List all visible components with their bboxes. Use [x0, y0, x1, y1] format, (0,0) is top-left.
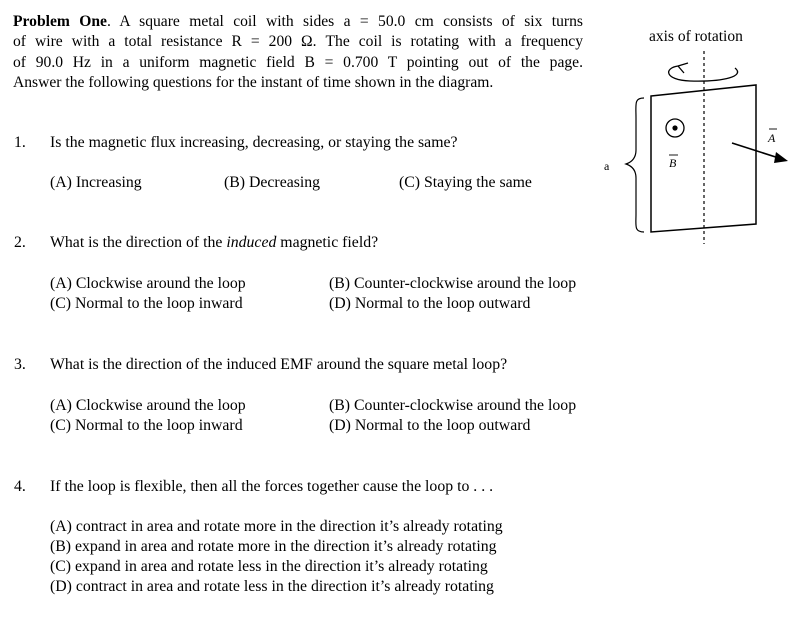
question-3-text: What is the direction of the induced EMF around the square metal loop? — [50, 356, 508, 373]
q3-option-c[interactable]: (C) Normal to the loop inward — [50, 417, 243, 434]
q4-option-a[interactable]: (A) contract in area and rotate more in the direction it’s already rotating — [50, 518, 503, 535]
question-2-number: 2. — [14, 234, 26, 251]
problem-intro — [13, 12, 583, 93]
q2-option-c[interactable]: (C) Normal to the loop inward — [50, 295, 243, 312]
q1-option-c[interactable]: (C) Staying the same — [399, 174, 532, 191]
question-4-text: If the loop is flexible, then all the forces together cause the loop to . . . — [50, 478, 494, 495]
question-3-number: 3. — [14, 356, 26, 373]
field-label: B — [669, 156, 677, 170]
question-2-text: What is the direction of the induced magnetic field? — [50, 234, 379, 251]
intro-line-2: of wire with a total resistance R = 200 Ω. The coil is rotating with a frequency — [13, 33, 583, 51]
q3-option-b[interactable]: (B) Counter-clockwise around the loop — [329, 397, 577, 414]
side-length-label: a — [604, 159, 610, 173]
rotation-arrowhead-icon — [678, 63, 688, 73]
q4-option-d[interactable]: (D) contract in area and rotate less in the direction it’s already rotating — [50, 578, 494, 595]
q1-option-b[interactable]: (B) Decreasing — [224, 174, 321, 191]
rotating-coil-diagram — [580, 18, 796, 248]
q2-option-d[interactable]: (D) Normal to the loop outward — [329, 295, 531, 312]
q4-option-b[interactable]: (B) expand in area and rotate more in the direction it’s already rotating — [50, 538, 497, 555]
rotation-arrow-icon — [669, 66, 738, 81]
question-1-number: 1. — [14, 134, 26, 151]
area-label: A — [768, 131, 776, 145]
q2-option-b[interactable]: (B) Counter-clockwise around the loop — [329, 275, 577, 292]
induced-emphasis: induced — [226, 234, 277, 251]
side-length-brace — [626, 98, 644, 232]
q4-option-c[interactable]: (C) expand in area and rotate less in the direction it’s already rotating — [50, 558, 488, 575]
intro-line-3: of 90.0 Hz in a uniform magnetic field B = 0.700 T pointing out of the page. — [13, 53, 583, 71]
q2-option-a[interactable]: (A) Clockwise around the loop — [50, 275, 246, 292]
q1-option-a[interactable]: (A) Increasing — [50, 174, 142, 191]
q3-option-a[interactable]: (A) Clockwise around the loop — [50, 397, 246, 414]
question-1-text: Is the magnetic flux increasing, decreasing, or staying the same? — [50, 134, 458, 151]
q3-option-d[interactable]: (D) Normal to the loop outward — [329, 417, 531, 434]
area-vector-arrowhead — [774, 152, 788, 163]
intro-line-1: Problem One. A square metal coil with sides a = 50.0 cm consists of six turns — [13, 13, 583, 30]
intro-line-4: Answer the following questions for the instant of time shown in the diagram. — [13, 73, 494, 91]
problem-heading: Problem One — [13, 13, 107, 30]
axis-of-rotation-label: axis of rotation — [649, 28, 743, 45]
question-4-number: 4. — [14, 478, 26, 495]
field-dot — [672, 125, 677, 130]
